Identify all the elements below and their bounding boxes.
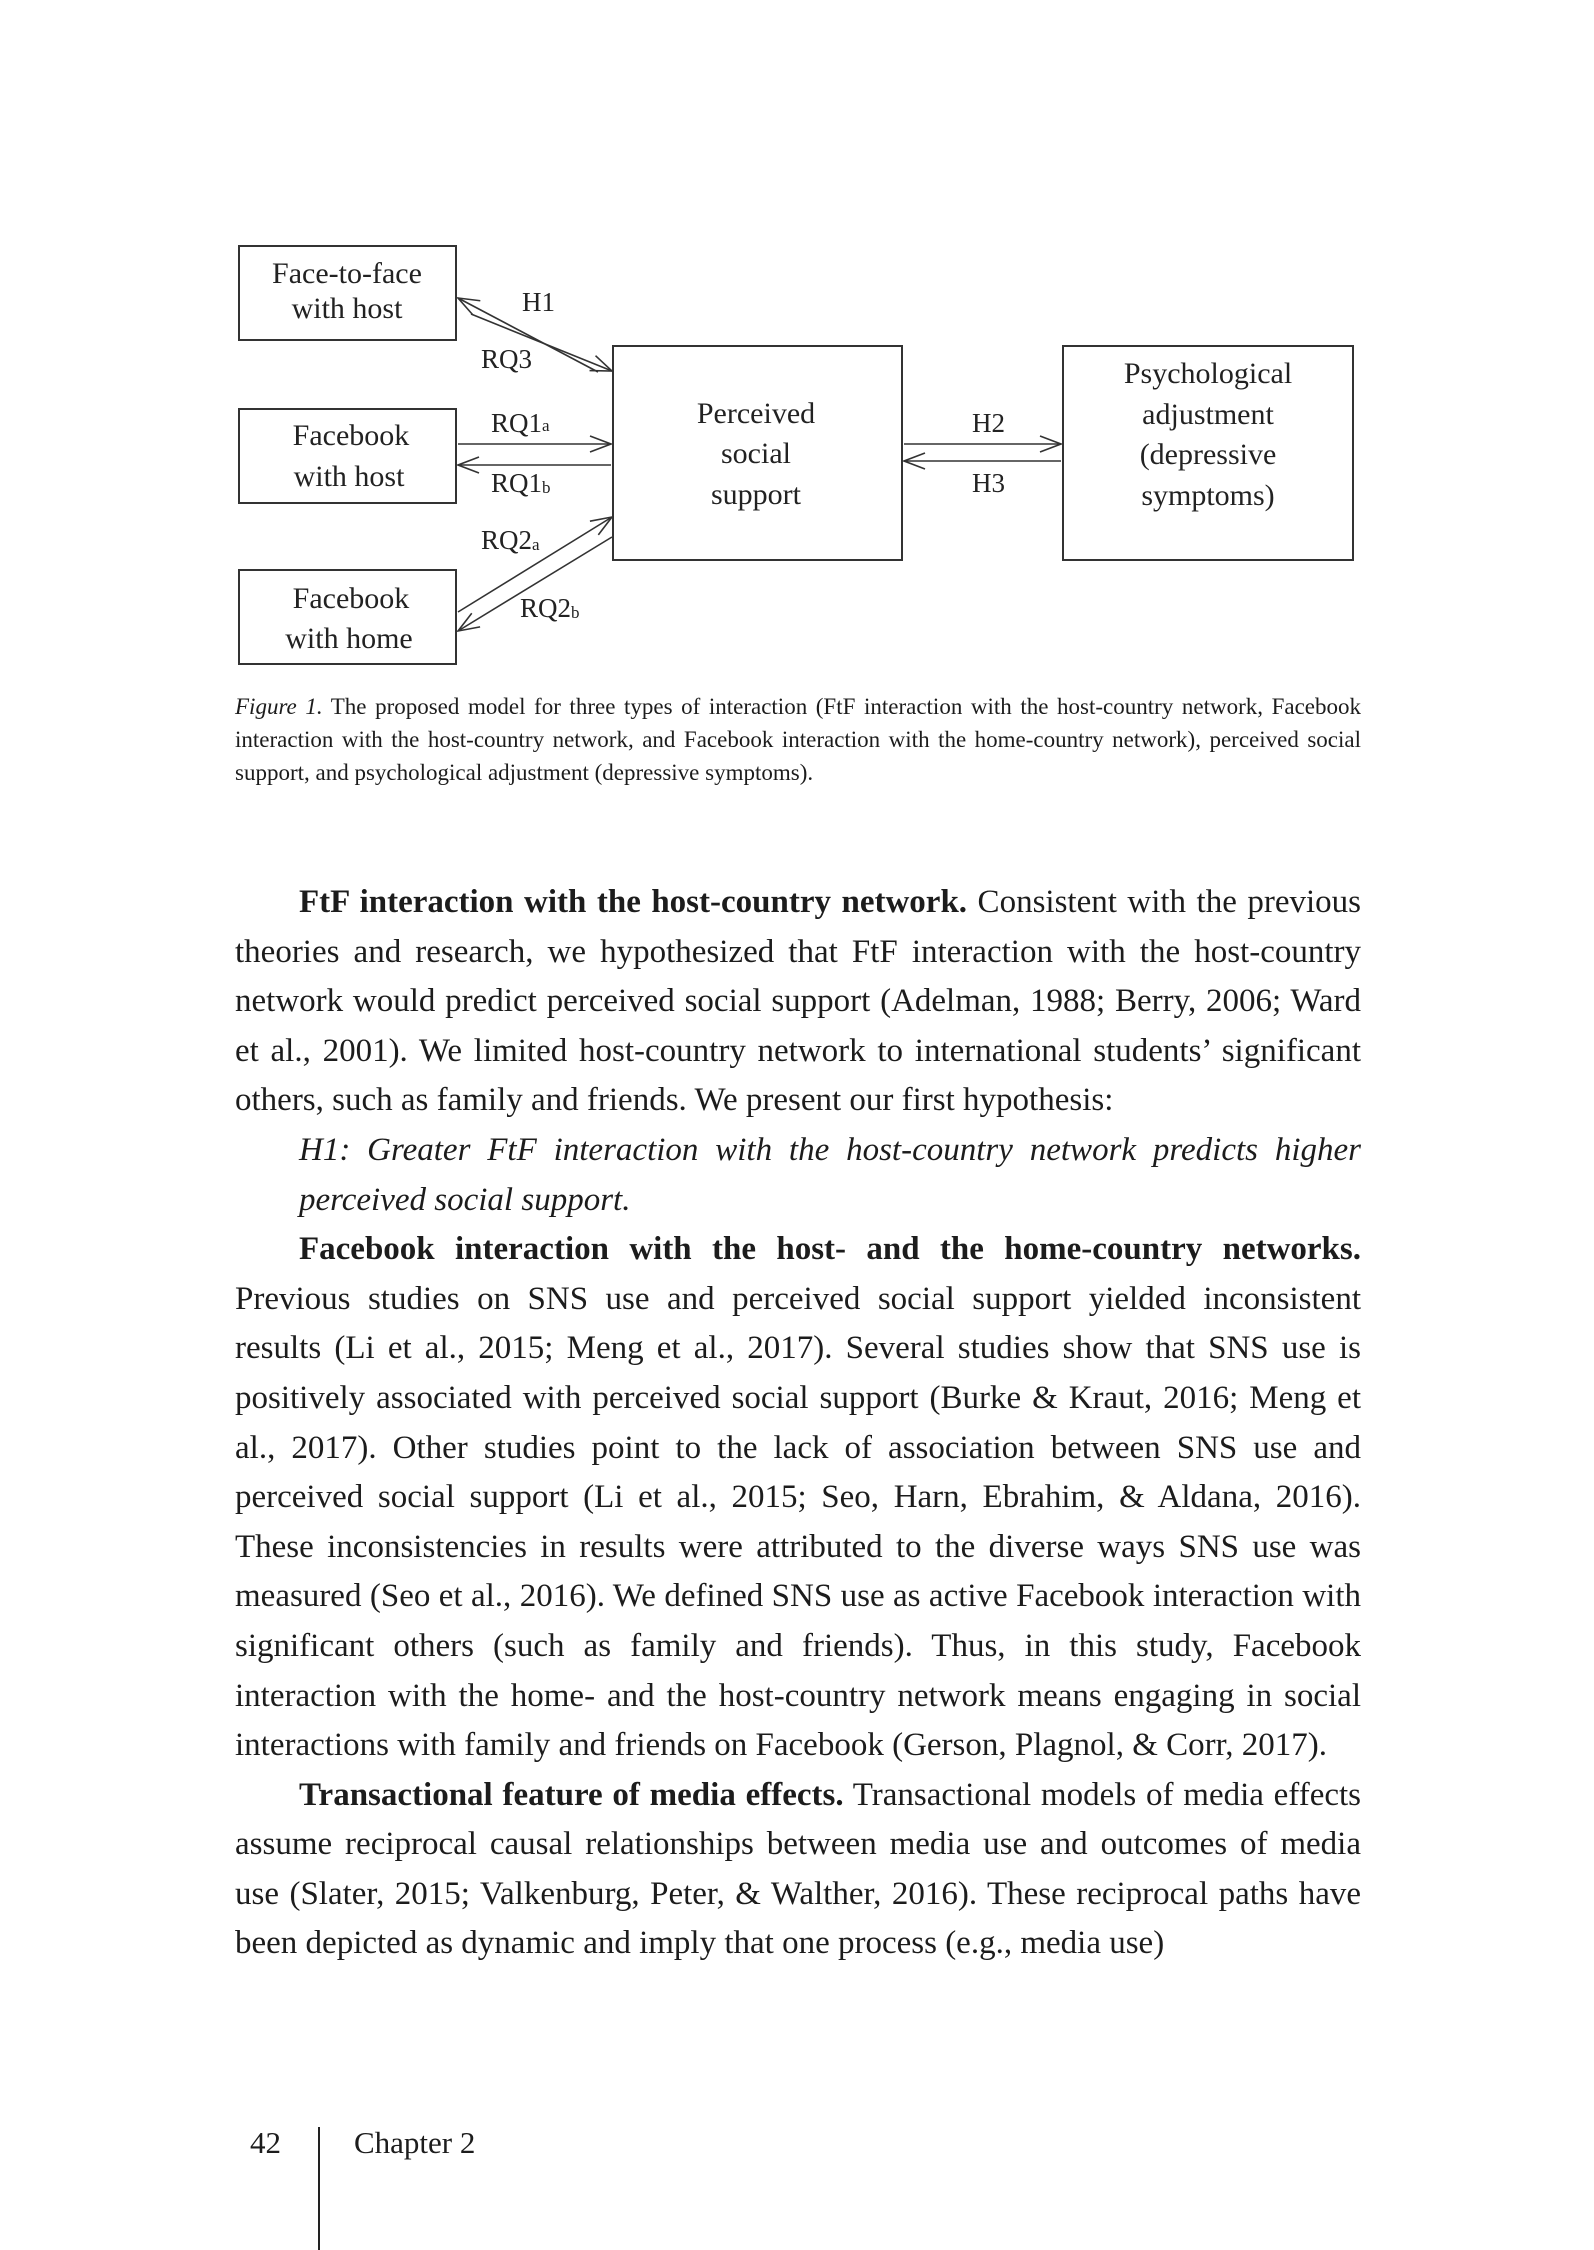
svg-text:Face-to-face: Face-to-face	[272, 257, 422, 290]
heading-facebook: Facebook interaction with the host- and the home-country networks.	[299, 1231, 1361, 1268]
svg-text:Facebook: Facebook	[292, 419, 410, 452]
figure-caption-text: The proposed model for three types of interaction (FtF interaction with the host-country network, Facebook interaction with the host-country network, and Facebook interaction with the home-country network), perceived social support, and psychological adjustment (depressive symptoms).	[235, 694, 1361, 785]
svg-text:Facebook: Facebook	[292, 582, 410, 615]
svg-text:social: social	[721, 437, 791, 470]
footer-divider	[318, 2127, 320, 2250]
running-footer-chapter: Chapter 2	[354, 2125, 476, 2160]
box-psychological-adjustment	[1063, 346, 1353, 560]
figure-caption	[235, 690, 1361, 789]
svg-text:with host: with host	[291, 292, 403, 325]
label-rq2a: RQ2a	[481, 525, 540, 555]
label-h2: H2	[972, 408, 1005, 438]
heading-ftf: FtF interaction with the host-country network.	[299, 884, 968, 920]
svg-text:(depressive: (depressive	[1139, 438, 1277, 471]
label-h1: H1	[522, 287, 555, 317]
label-rq1b: RQ1b	[491, 468, 551, 498]
svg-text:with host: with host	[293, 460, 405, 493]
paragraph-transactional: Transactional feature of media effects. Transactional models of media effects assume reciprocal causal relationships between media use and outcomes of media use (Slater, 2015; Valkenburg, Peter, & Walther, 2016). These reciprocal paths have been depicted as dynamic and imply that one process (e.g., media use)	[235, 1776, 1361, 1962]
label-rq1a: RQ1a	[491, 408, 550, 438]
svg-text:Perceived: Perceived	[696, 397, 816, 430]
svg-text:support: support	[711, 478, 801, 511]
svg-text:with home: with home	[285, 622, 413, 655]
svg-text:Psychological: Psychological	[1123, 357, 1293, 390]
hypothesis-h1: H1: Greater FtF interaction with the host-country network predicts higher perceived social support.	[299, 1131, 1361, 1218]
body-text	[235, 878, 1361, 1969]
box-facebook-host	[239, 409, 456, 503]
page-number: 42	[250, 2125, 281, 2160]
label-rq3: RQ3	[481, 344, 533, 374]
model-diagram	[0, 0, 1594, 700]
box-ftf-host	[239, 246, 456, 340]
svg-text:symptoms): symptoms)	[1141, 479, 1275, 512]
label-h3: H3	[972, 468, 1005, 498]
box-facebook-home	[239, 570, 456, 664]
label-rq2b: RQ2b	[520, 593, 580, 623]
paragraph-ftf: FtF interaction with the host-country network. Consistent with the previous theories and research, we hypothesized that FtF interaction with the host-country network would predict perceived social support (Adelman, 1988; Berry, 2006; Ward et al., 2001). We limited host-country network to international students’ significant others, such as family and friends. We present our first hypothesis:	[235, 884, 1361, 1119]
figure-label: Figure 1.	[235, 694, 323, 719]
box-perceived-social-support	[613, 346, 902, 560]
paragraph-facebook: Facebook interaction with the host- and the home-country networks. Previous studies on SNS use and perceived social support yielded inconsistent results (Li et al., 2015; Meng et al., 2017). Several studies show that SNS use is positively associated with perceived social support (Burke & Kraut, 2016; Meng et al., 2017). Other studies point to the lack of association between SNS use and perceived social support (Li et al., 2015; Seo, Harn, Ebrahim, & Aldana, 2016). These inconsistencies in results were attributed to the diverse ways SNS use was measured (Seo et al., 2016). We defined SNS use as active Facebook interaction with significant others (such as family and friends). Thus, in this study, Facebook interaction with the home- and the host-country network means engaging in social interactions with family and friends on Facebook (Gerson, Plagnol, & Corr, 2017).	[235, 1231, 1361, 1764]
heading-transactional: Transactional feature of media effects.	[299, 1776, 844, 1813]
svg-text:adjustment: adjustment	[1142, 398, 1274, 431]
